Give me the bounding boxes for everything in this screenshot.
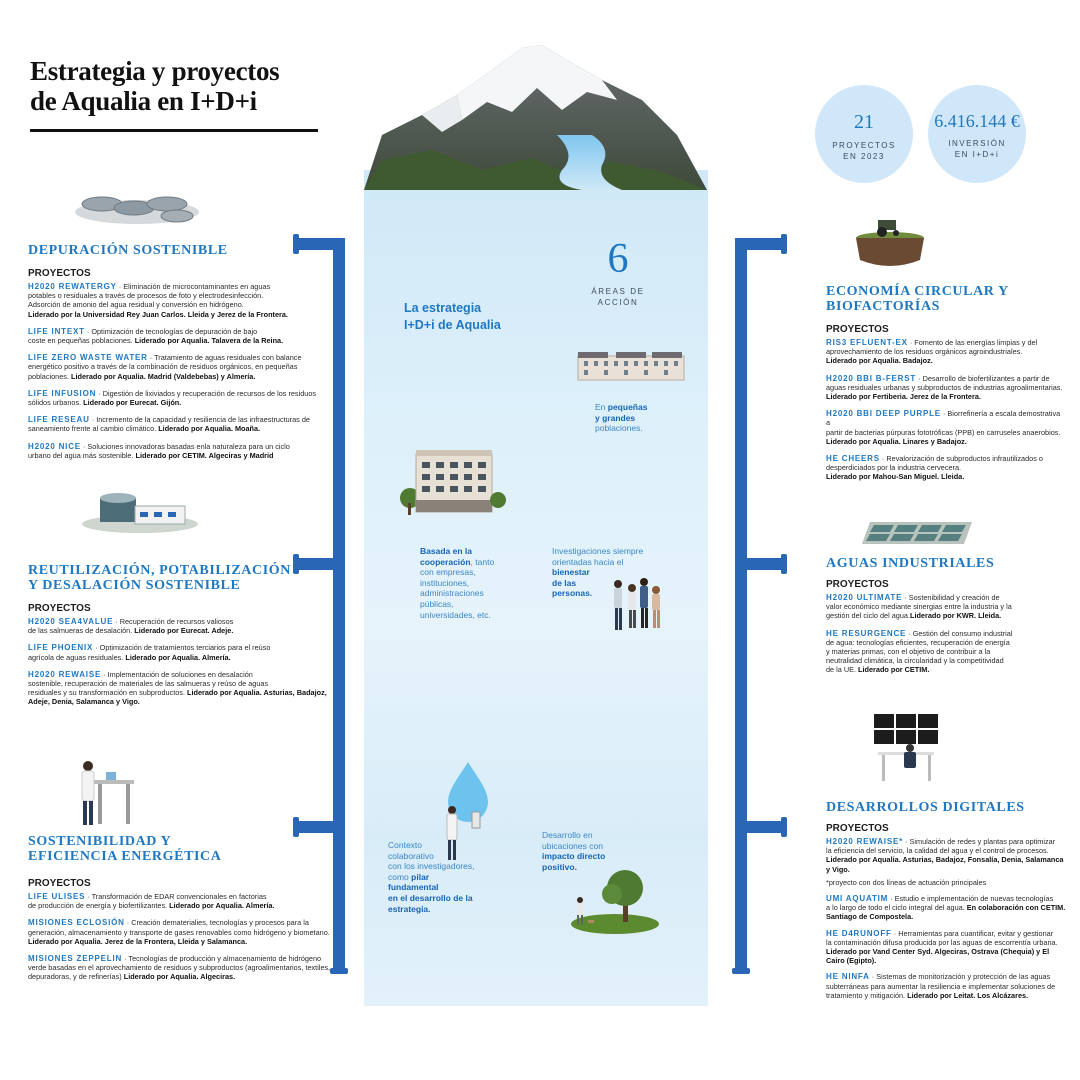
title-line-2: de Aqualia en I+D+i (30, 86, 257, 116)
section-depuracion-title: DEPURACIÓN SOSTENIBLE (28, 243, 228, 258)
page-title (30, 56, 279, 116)
project-item: LIFE INTEXT · Optimización de tecnologías de depuración de bajo coste en pequeñas poblaciones. Liderado por Aqualia. Talavera de la Reina. (28, 326, 284, 346)
stat-projects-value: 21 (854, 111, 874, 133)
tree-island-illustration (560, 866, 660, 938)
pipe-left-bottom (295, 821, 335, 833)
section-economia (826, 284, 1066, 482)
city-buildings-illustration (576, 348, 686, 382)
section-digitales-title: DESARROLLOS DIGITALES (826, 800, 1025, 815)
strategy-heading: La estrategia I+D+i de Aqualia (404, 301, 501, 332)
section-reutilizacion-title: REUTILIZACIÓN, POTABILIZACIÓN Y DESALACIÓN SOSTENIBLE (28, 563, 291, 593)
section-reutilizacion (28, 563, 328, 707)
mountain-illustration (362, 40, 712, 190)
stat-investment-value: 6.416.144 € (934, 111, 1020, 131)
project-item: H2020 ULTIMATE · Sostenibilidad y creación de valor económico mediante sinergias entre la industria y la gestión del ciclo del agua.Liderado por KWR. Lleida. (826, 593, 1012, 621)
project-item: HE CHEERS · Revalorización de subproductos infrautilizados o desperdiciados por la industria cervecera. Liderado por Mahou-San Miguel. Lleida. (826, 454, 1043, 482)
project-item: LIFE ZERO WASTE WATER · Tratamiento de aguas residuales con balance energético positivo a través de la combinación de residuos orgánicos, en pequeñas poblaciones. Liderado por Aqualia. Madrid (Valdebebas) y Almería. (28, 353, 302, 381)
project-item: HE D4RUNOFF · Herramientas para cuantificar, evitar y gestionar la contaminación difusa producida por las aguas de escorrentía urbana. Liderado por Vand Center Syd. Algeciras, Ostrava (Chequia) y El Cairo (Egipto). (826, 928, 1058, 966)
poblaciones-text: En pequeñas y grandes poblaciones. (595, 402, 648, 434)
section-industriales-title: AGUAS INDUSTRIALES (826, 556, 995, 571)
stat-investment-label: INVERSIÓN EN I+D+i (948, 139, 1006, 159)
section-digitales (826, 800, 1066, 1000)
industrial-pools-illustration (860, 514, 980, 550)
section-industriales (826, 556, 1066, 675)
contexto-text: Contexto colaborativo con los investigadores, como pilar fundamental en el desarrollo de la estrategia. (388, 840, 475, 914)
project-item: H2020 NICE · Soluciones innovadoras basadas enla naturaleza para un ciclo urbano del agua más sostenible. Liderado por CETIM. Algeciras y Madrid (28, 441, 290, 460)
project-item: LIFE ULISES · Transformación de EDAR convencionales en factorias de producción de energía y biofertilizantes. Liderado por Aqualia. Almería. (28, 892, 275, 911)
apartment-building-illustration (398, 448, 508, 518)
stat-projects-circle (815, 85, 913, 183)
title-line-1: Estrategia y proyectos (30, 56, 280, 86)
areas-block (586, 238, 650, 308)
stat-projects-label: PROYECTOS EN 2023 (832, 141, 896, 161)
project-item: LIFE RESEAU · Incremento de la capacidad y resiliencia de las infraestructuras de saneamiento frente al cambio climático. Liderado por Aqualia. Moaña. (28, 415, 310, 434)
cooperacion-text: Basada en la cooperación, tanto con empresas, instituciones, administraciones públicas, universidades, etc. (420, 546, 495, 620)
pipe-right-top-cap (781, 234, 787, 254)
section-reutilizacion-proyectos: PROYECTOS (28, 603, 91, 614)
desalination-plant-illustration (80, 490, 200, 534)
section-sostenibilidad-title: SOSTENIBILIDAD Y EFICIENCIA ENERGÉTICA (28, 834, 222, 864)
lab-researcher-illustration (76, 758, 136, 828)
areas-label: ÁREAS DE ACCIÓN (591, 287, 645, 307)
project-item: H2020 REWATERGY · Eliminación de microcontaminantes en aguas potables o residuales a través de procesos de foto y electrodesinfección. Adsorción de amonio del agua residual y conversión en hidrógeno. Liderado por la Universidad Rey Juan Carlos. Lleida y Jerez de la Frontera. (28, 282, 288, 319)
project-item: MISIONES ZEPPELIN · Tecnologías de producción y almacenamiento de hidrógeno verde basadas en el aprovechamiento de residuos y subproductos (agroalimentarios, textiles, depuradoras, y de refinerías) Liderado por Aqualia. Algeciras. (28, 954, 331, 982)
project-item: H2020 REWAISE* · Simulación de redes y plantas para optimizar la eficiencia del servicio, la calidad del agua y el control de procesos. Liderado por Aqualia. Asturias, Badajoz, Fonsalía, Denia, Salamanca y Vigo. *proyecto con dos líneas de actuación principales (826, 837, 1066, 887)
section-economia-title: ECONOMÍA CIRCULAR Y BIOFACTORÍAS (826, 284, 1009, 314)
stat-investment-circle (928, 85, 1026, 183)
project-item: MISIONES ECLOSIÓN · Creación dematerialies, tecnologías y procesos para la generación, almacenamiento y transporte de gases renovables como hidrógeno y biometano. Liderado por Aqualia. Jerez de la Frontera, Lleida y Salamanca. (28, 918, 330, 946)
pipe-left-vertical (333, 238, 345, 974)
digital-workstation-illustration (870, 710, 944, 784)
title-underline (30, 129, 318, 132)
pipe-right-foot (732, 968, 750, 974)
pipe-right-vertical (735, 238, 747, 974)
project-item: H2020 SEA4VALUE · Recuperación de recursos valiosos de las salmueras de desalación. Liderado por Eurecat. Adeje. (28, 617, 234, 636)
section-depuracion-proyectos: PROYECTOS (28, 268, 91, 279)
section-economia-proyectos: PROYECTOS (826, 324, 889, 335)
section-sostenibilidad-proyectos: PROYECTOS (28, 878, 91, 889)
project-item: H2020 BBI B-FERST · Desarrollo de biofertilizantes a partir de aguas residuales urbanas y subproductos de industrias agroalimentarias. Liderado por Fertiberia. Jerez de la Frontera. (826, 373, 1063, 402)
pipe-right-bottom (745, 821, 785, 833)
project-item: RIS3 EFLUENT-EX · Fomento de las energías limpias y del aprovechamiento de los residuos orgánicos agroindustriales. Liderado por Aqualia. Badajoz. (826, 338, 1038, 366)
section-sostenibilidad (28, 834, 333, 982)
project-item: H2020 BBI DEEP PURPLE · Biorrefinería a escala demostrativa a partir de bacterias púrpuras fototróficas (PPB) en carruseles anaerobios. Liderado por Aqualia. Linares y Badajoz. (826, 409, 1061, 446)
project-footnote: *proyecto con dos líneas de actuación principales (826, 877, 987, 887)
section-industriales-proyectos: PROYECTOS (826, 579, 889, 590)
pipe-right-bottom-cap (781, 817, 787, 837)
tractor-soil-illustration (854, 210, 926, 272)
areas-number: 6 (607, 236, 629, 282)
project-item: H2020 REWAISE · Implementación de soluciones en desalación sostenible, recuperación de materiales de las salmueras y reúso de aguas residuales y su transformación en subproductos. Liderado por Aqualia. Asturias, Badajoz, Adeje, Denia, Salamanca y Vigo. (28, 669, 327, 707)
project-item: LIFE INFUSION · Digestión de lixiviados y recuperación de recursos de los residuos sólidos urbanos. Liderado por Eurecat. Gijón. (28, 388, 317, 408)
section-depuracion (28, 243, 328, 460)
pipe-right-top (735, 238, 785, 250)
project-item: UMI AQUATIM · Estudio e implementación de nuevas tecnologías a lo largo de todo el ciclo integral del agua. En colaboración con CETIM. Santiago de Compostela. (826, 894, 1066, 922)
project-item: LIFE PHOENIX · Optimización de tratamientos terciarios para el reúso agrícola de aguas residuales. Liderado por Aqualia. Almería. (28, 643, 271, 662)
project-item: HE RESURGENCE · Gestión del consumo industrial de agua: tecnologías eficientes, recuperación de energía y materias primas, con el objetivo de contribuir a la neutralidad climática, la circularidad y la competitividad de la UE. Liderado por CETIM. (826, 628, 1013, 675)
section-digitales-proyectos: PROYECTOS (826, 823, 889, 834)
project-item: HE NINFA · Sistemas de monitorización y protección de las aguas subterráneas para aumentar la resiliencia e implementar soluciones de tratamiento y mitigación. Liderado por Leitat. Los Alcázares. (826, 972, 1056, 1000)
treatment-tanks-illustration (72, 188, 202, 228)
pipe-right-mid-cap (781, 554, 787, 574)
desarrollo-text: Desarrollo en ubicaciones con impacto directo positivo. (542, 830, 606, 872)
investigaciones-text: Investigaciones siempre orientadas hacia el bienestar de las personas. (552, 546, 644, 599)
pipe-right-mid (745, 558, 785, 570)
